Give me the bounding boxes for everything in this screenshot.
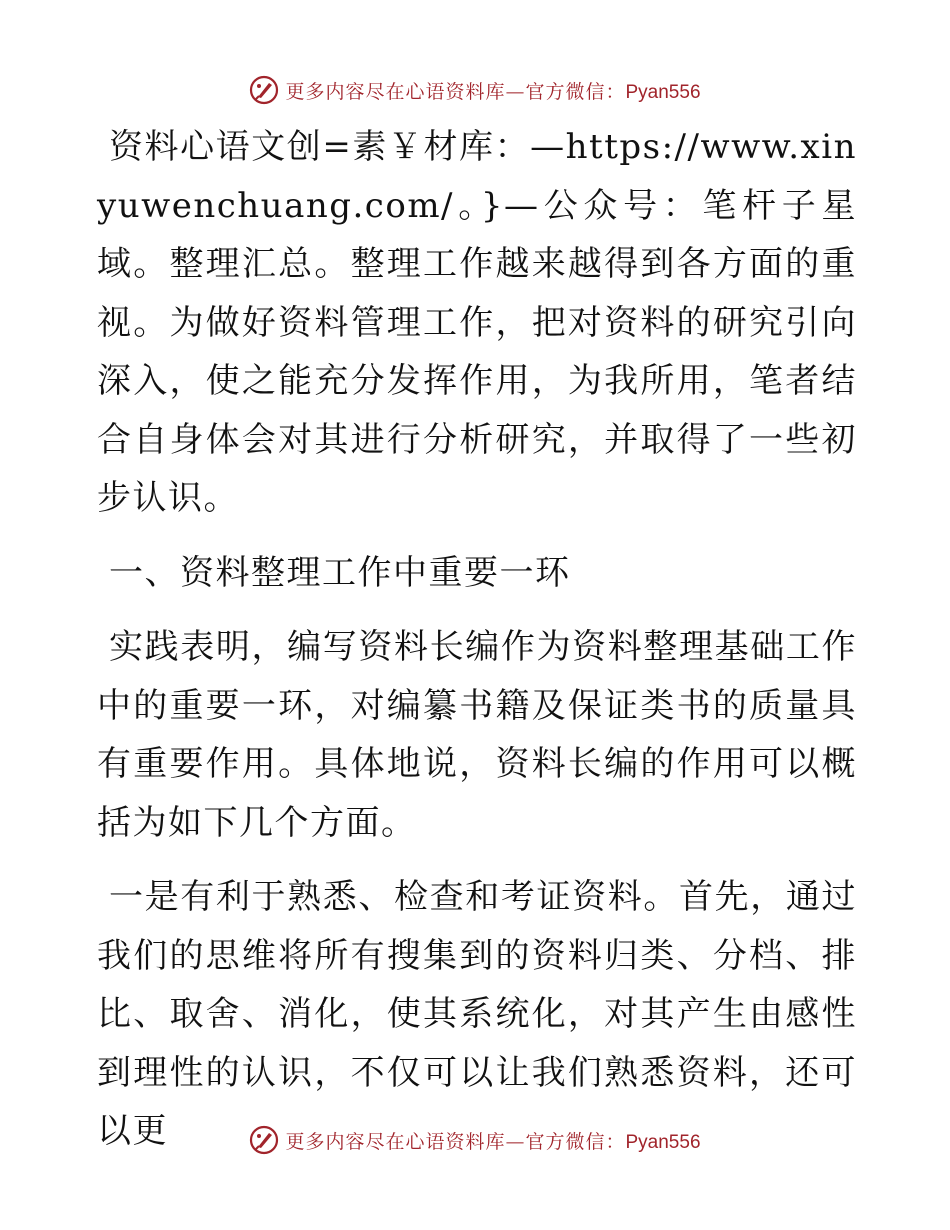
header-watermark-banner (0, 70, 950, 110)
section-heading: 一、资料整理工作中重要一环 (109, 552, 571, 593)
footer-watermark-banner (0, 1120, 950, 1160)
document-body (97, 118, 857, 1177)
quill-pen-logo-icon (249, 75, 279, 105)
body-paragraph: 实践表明，编写资料长编作为资料整理基础工作中的重要一环，对编纂书籍及保证类书的质量具有重要作用。具体地说，资料长编的作用可以概括为如下几个方面。 (97, 627, 857, 843)
watermark-text: 更多内容尽在心语资料库—官方微信：Pyan556 (285, 80, 701, 103)
intro-paragraph: 资料心语文创=素￥材库：—https://www.xinyuwenchuang.com/。}—公众号：笔杆子星域。整理汇总。整理工作越来越得到各方面的重视。为做好资料管理工作，把对资料的研究引向深入，使之能充分发挥作用，为我所用，笔者结合自身体会对其进行分析研究，并取得了一些初步认识。 (97, 127, 857, 518)
watermark-text: 更多内容尽在心语资料库—官方微信：Pyan556 (285, 1130, 701, 1153)
body-paragraph: 一是有利于熟悉、检查和考证资料。首先，通过我们的思维将所有搜集到的资料归类、分档、排比、取舍、消化，使其系统化，对其产生由感性到理性的认识，不仅可以让我们熟悉资料，还可以更 (97, 877, 857, 1151)
quill-pen-logo-icon (249, 1125, 279, 1155)
